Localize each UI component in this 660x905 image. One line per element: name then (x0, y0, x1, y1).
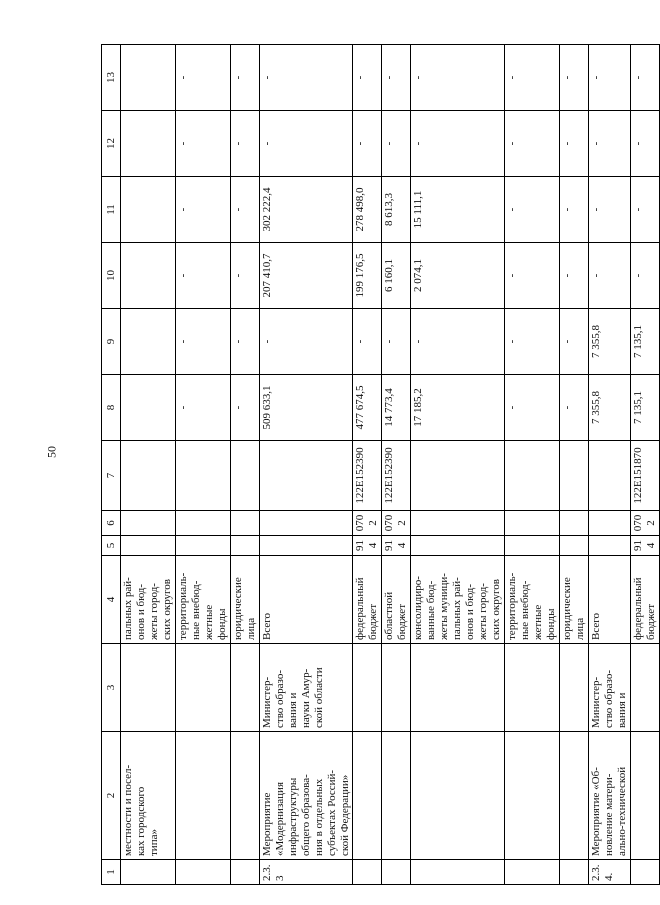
table-cell: 302 222,4 (259, 177, 353, 243)
table-cell (353, 732, 382, 860)
table-cell: 914 (630, 536, 659, 556)
table-cell (121, 243, 176, 309)
table-cell (259, 536, 353, 556)
table-cell: 8 613,3 (382, 177, 411, 243)
table-cell: юридические лица (230, 556, 259, 644)
table-cell: 2 074,1 (411, 243, 505, 309)
table-cell: - (588, 243, 630, 309)
table-cell: 0702 (382, 511, 411, 536)
table-cell (230, 441, 259, 511)
table-cell: - (230, 177, 259, 243)
table-cell (121, 177, 176, 243)
table-cell: местности и посел- ках городского типа» (121, 732, 176, 860)
table-cell (382, 644, 411, 732)
table-cell: пальных рай- онов и бюд- жеты город- ских округов (121, 556, 176, 644)
table-cell: 6 160,1 (382, 243, 411, 309)
table-cell: - (411, 45, 505, 111)
table-row (560, 45, 589, 885)
table-cell (230, 860, 259, 885)
column-header: 8 (102, 375, 121, 441)
table-cell (560, 441, 589, 511)
table-cell: - (259, 45, 353, 111)
table-cell: - (259, 111, 353, 177)
table-cell: - (560, 111, 589, 177)
column-header: 13 (102, 45, 121, 111)
table-cell: - (560, 375, 589, 441)
table-cell (353, 860, 382, 885)
table-row (382, 45, 411, 885)
table-cell: - (230, 45, 259, 111)
rotated-table-page (101, 55, 657, 885)
table-cell (121, 111, 176, 177)
table-cell: 278 498,0 (353, 177, 382, 243)
table-cell: Министер- ство образо- вания и (588, 644, 630, 732)
table-cell: - (630, 243, 659, 309)
table-cell: федеральный бюджет (630, 556, 659, 644)
column-header: 2 (102, 732, 121, 860)
table-cell: областной бюджет (382, 556, 411, 644)
table-cell (230, 536, 259, 556)
column-header: 11 (102, 177, 121, 243)
table-cell (411, 536, 505, 556)
table-cell: 7 135,1 (630, 375, 659, 441)
table-cell (630, 732, 659, 860)
table-cell (411, 441, 505, 511)
table-cell: территориаль- ные внебюд- жетные фонды (175, 556, 230, 644)
table-row (230, 45, 259, 885)
table-cell (411, 860, 505, 885)
table-cell (175, 732, 230, 860)
table-cell: - (560, 177, 589, 243)
table-cell: 7 355,8 (588, 309, 630, 375)
table-cell (230, 732, 259, 860)
table-cell: - (175, 243, 230, 309)
table-cell: 914 (353, 536, 382, 556)
table-cell (411, 511, 505, 536)
table-cell: - (411, 309, 505, 375)
table-cell (411, 732, 505, 860)
table-cell: 199 176,5 (353, 243, 382, 309)
table-cell (121, 309, 176, 375)
table-cell: 7 135,1 (630, 309, 659, 375)
table-cell: 477 674,5 (353, 375, 382, 441)
table-cell: - (382, 45, 411, 111)
table-cell (175, 860, 230, 885)
column-header: 10 (102, 243, 121, 309)
table-cell (175, 644, 230, 732)
table-cell: 17 185,2 (411, 375, 505, 441)
table-cell: Мероприятие «Модернизация инфраструктуры общего образова- ния в отдельных субъектах Россий- ской Федерации» (259, 732, 353, 860)
table-cell: 15 111,1 (411, 177, 505, 243)
table-cell (505, 536, 560, 556)
table-cell (505, 732, 560, 860)
table-cell (382, 860, 411, 885)
table-cell (588, 511, 630, 536)
table-cell (121, 45, 176, 111)
table-cell: - (411, 111, 505, 177)
table-cell (230, 511, 259, 536)
table-cell (411, 644, 505, 732)
table-cell (121, 860, 176, 885)
table-cell (353, 644, 382, 732)
table-cell: - (230, 111, 259, 177)
table-cell: Министер- ство образо- вания и науки Амур- ской области (259, 644, 353, 732)
column-header: 5 (102, 536, 121, 556)
table-cell (588, 536, 630, 556)
table-cell (560, 732, 589, 860)
table-cell (382, 732, 411, 860)
table-cell: - (630, 111, 659, 177)
table-row (353, 45, 382, 885)
table-cell: - (505, 111, 560, 177)
table-cell (560, 860, 589, 885)
table-row (588, 45, 630, 885)
table-cell: - (175, 45, 230, 111)
table-cell (560, 511, 589, 536)
table-cell: - (505, 177, 560, 243)
table-cell: 0702 (353, 511, 382, 536)
table-cell: 122E152390 (353, 441, 382, 511)
table-cell: - (353, 309, 382, 375)
table-cell (505, 860, 560, 885)
table-cell: 207 410,7 (259, 243, 353, 309)
table-cell: - (630, 177, 659, 243)
table-cell (505, 511, 560, 536)
table-cell (259, 441, 353, 511)
table-cell: - (230, 243, 259, 309)
table-cell: - (259, 309, 353, 375)
table-cell: федеральный бюджет (353, 556, 382, 644)
budget-table (101, 44, 660, 885)
table-cell: Мероприятие «Об- новление матери- ально-технической (588, 732, 630, 860)
table-cell: 122E151870 (630, 441, 659, 511)
table-cell: территориаль- ные внебюд- жетные фонды (505, 556, 560, 644)
table-cell: - (382, 111, 411, 177)
table-cell: - (353, 111, 382, 177)
table-cell: 2.3.3 (259, 860, 353, 885)
table-header-row (102, 45, 121, 885)
table-cell: - (588, 45, 630, 111)
column-header: 1 (102, 860, 121, 885)
table-cell (505, 644, 560, 732)
page-number: 50 (44, 446, 59, 458)
table-row (630, 45, 659, 885)
table-cell (175, 441, 230, 511)
table-cell (560, 536, 589, 556)
table-cell (505, 441, 560, 511)
table-cell (175, 511, 230, 536)
table-cell: - (560, 309, 589, 375)
column-header: 4 (102, 556, 121, 644)
table-cell: - (175, 111, 230, 177)
column-header: 9 (102, 309, 121, 375)
table-cell: - (505, 45, 560, 111)
table-cell (121, 441, 176, 511)
table-cell (630, 644, 659, 732)
table-cell (560, 644, 589, 732)
table-cell: - (175, 375, 230, 441)
table-cell: - (630, 45, 659, 111)
table-row (505, 45, 560, 885)
table-cell (121, 644, 176, 732)
table-row (175, 45, 230, 885)
table-cell: Всего (588, 556, 630, 644)
table-cell: 122E152390 (382, 441, 411, 511)
table-row (121, 45, 176, 885)
table-cell: 7 355,8 (588, 375, 630, 441)
column-header: 12 (102, 111, 121, 177)
table-cell (230, 644, 259, 732)
table-cell: - (560, 243, 589, 309)
table-cell: - (560, 45, 589, 111)
table-cell (588, 441, 630, 511)
column-header: 7 (102, 441, 121, 511)
table-cell: - (175, 177, 230, 243)
table-cell: - (382, 309, 411, 375)
column-header: 6 (102, 511, 121, 536)
table-cell: консолидиро- ванные бюд- жеты муници- пальных рай- онов и бюд- жеты город- ских округов (411, 556, 505, 644)
table-cell: - (505, 243, 560, 309)
table-cell (259, 511, 353, 536)
table-cell: 2.3.4. (588, 860, 630, 885)
table-cell: - (505, 375, 560, 441)
table-row (411, 45, 505, 885)
table-cell: - (588, 111, 630, 177)
table-cell: 509 633,1 (259, 375, 353, 441)
table-cell: юридические лица (560, 556, 589, 644)
table-cell (121, 536, 176, 556)
table-cell (630, 860, 659, 885)
table-cell: - (230, 375, 259, 441)
table-cell: - (505, 309, 560, 375)
table-row (259, 45, 353, 885)
table-cell: 914 (382, 536, 411, 556)
table-cell: 0702 (630, 511, 659, 536)
table-cell: - (588, 177, 630, 243)
table-cell: - (353, 45, 382, 111)
table-cell: 14 773,4 (382, 375, 411, 441)
column-header: 3 (102, 644, 121, 732)
table-cell (121, 511, 176, 536)
table-cell (121, 375, 176, 441)
table-cell: - (175, 309, 230, 375)
table-cell (175, 536, 230, 556)
table-cell: - (230, 309, 259, 375)
table-cell: Всего (259, 556, 353, 644)
